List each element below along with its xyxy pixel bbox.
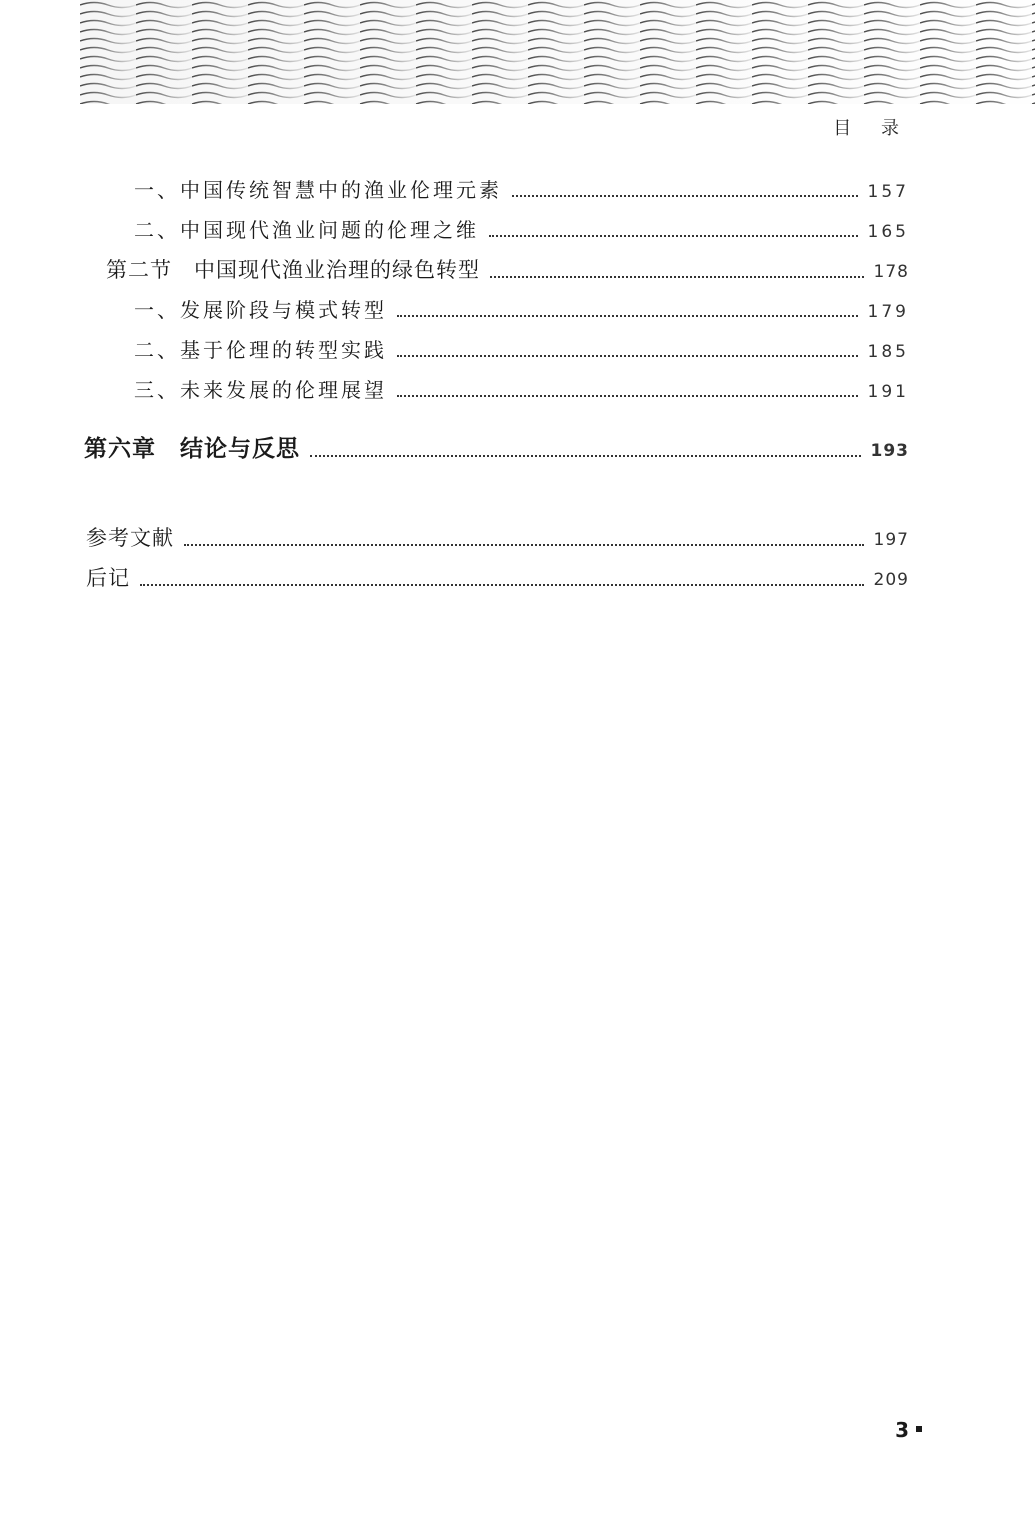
toc-entry-title: 一、发展阶段与模式转型 <box>134 298 387 322</box>
toc-chapter-entry[interactable] <box>84 430 909 463</box>
toc-postscript-entry[interactable] <box>86 562 909 592</box>
dot-leader <box>490 276 864 278</box>
dot-leader <box>397 395 858 397</box>
dot-leader <box>184 544 864 546</box>
toc-entry-page: 197 <box>873 530 909 550</box>
toc-references-entry[interactable] <box>86 522 909 552</box>
toc-entry-page: 179 <box>867 302 909 322</box>
dot-leader <box>397 355 858 357</box>
toc-entry-page: 178 <box>873 262 909 282</box>
toc-entry-title: 参考文献 <box>86 526 174 550</box>
toc-entry-page: 185 <box>867 342 909 362</box>
toc-entry-title: 一、中国传统智慧中的渔业伦理元素 <box>134 178 502 202</box>
toc-entry-page: 193 <box>870 441 909 461</box>
toc-section-entry[interactable] <box>106 254 909 284</box>
dot-leader <box>397 315 858 317</box>
toc-entry-title: 三、未来发展的伦理展望 <box>134 378 387 402</box>
toc-entry-title: 二、基于伦理的转型实践 <box>134 338 387 362</box>
toc-entry-title: 第二节 中国现代渔业治理的绿色转型 <box>106 258 480 282</box>
toc-entry[interactable] <box>134 374 909 403</box>
running-head: 目 录 <box>833 118 911 139</box>
dot-leader <box>512 195 858 197</box>
toc-entry-title: 二、中国现代渔业问题的伦理之维 <box>134 218 479 242</box>
toc-entry-title: 第六章 结论与反思 <box>84 436 300 462</box>
toc-entry[interactable] <box>134 174 909 203</box>
dot-leader <box>310 455 861 457</box>
toc-entry-page: 157 <box>867 182 909 202</box>
dot-leader <box>489 235 858 237</box>
toc-entry-page: 209 <box>873 570 909 590</box>
toc-entry[interactable] <box>134 334 909 363</box>
toc-entry[interactable] <box>134 294 909 323</box>
page-marker-square <box>916 1426 922 1432</box>
toc-entry[interactable] <box>134 214 909 243</box>
dot-leader <box>140 584 864 586</box>
toc-entry-page: 165 <box>867 222 909 242</box>
decorative-wave-band <box>80 0 1035 104</box>
toc-entry-title: 后记 <box>86 566 130 590</box>
page-number: 3 <box>895 1418 909 1442</box>
toc-entry-page: 191 <box>867 382 909 402</box>
